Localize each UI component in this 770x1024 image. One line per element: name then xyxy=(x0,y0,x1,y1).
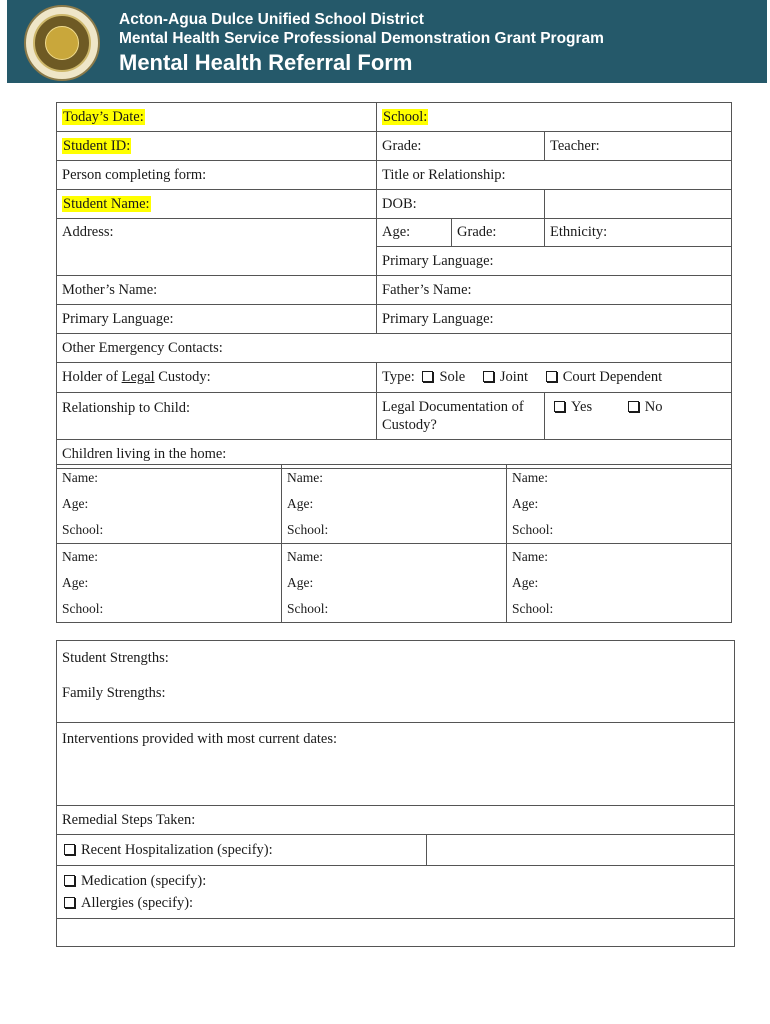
child-age-label: Age: xyxy=(287,496,314,511)
yes-checkbox-icon[interactable] xyxy=(554,401,565,412)
teacher-label: Teacher: xyxy=(550,137,600,154)
relationship-to-child-label: Relationship to Child: xyxy=(62,400,191,416)
title-relationship-label: Title or Relationship: xyxy=(382,166,506,183)
person-completing-label: Person completing form: xyxy=(62,166,207,183)
child-name-label: Name: xyxy=(62,549,98,564)
child-age-label: Age: xyxy=(512,575,539,590)
primary-language-label: Primary Language: xyxy=(382,252,494,269)
mother-primary-language-field[interactable] xyxy=(57,305,377,334)
child-school-label: School: xyxy=(287,601,329,616)
hospitalization-checkbox-icon[interactable] xyxy=(64,844,75,855)
student-id-label: Student ID: xyxy=(63,137,131,154)
seal-emblem-icon xyxy=(45,26,79,60)
student-strengths-label: Student Strengths: xyxy=(62,650,169,666)
child-3[interactable] xyxy=(507,465,732,544)
sole-checkbox-icon[interactable] xyxy=(422,371,433,382)
medication-allergies-field[interactable] xyxy=(57,866,735,919)
age-label: Age: xyxy=(382,224,411,240)
mother-primary-language-label: Primary Language: xyxy=(62,310,174,327)
medication-row xyxy=(62,870,734,892)
child-5[interactable] xyxy=(282,544,507,623)
student-name-field[interactable] xyxy=(57,190,377,219)
remedial-steps-field[interactable] xyxy=(57,806,735,835)
option-sole[interactable]: Sole xyxy=(418,369,465,386)
child-name-label: Name: xyxy=(512,470,548,485)
fathers-name-label: Father’s Name: xyxy=(382,281,472,298)
children-living-label: Children living in the home: xyxy=(62,445,227,462)
option-court-dependent[interactable]: Court Dependent xyxy=(542,369,662,386)
student-name-label: Student Name: xyxy=(63,195,150,212)
allergies-checkbox-icon[interactable] xyxy=(64,897,75,908)
seal-ring xyxy=(33,14,91,72)
child-school-label: School: xyxy=(62,601,104,616)
child-name-label: Name: xyxy=(512,549,548,564)
title-relationship-field[interactable] xyxy=(377,161,732,190)
legal-documentation-label: Legal Documentation of Custody? xyxy=(382,399,524,433)
medication-label: Medication (specify): xyxy=(81,873,207,889)
child-4[interactable] xyxy=(57,544,282,623)
district-name: Acton-Agua Dulce Unified School District xyxy=(119,11,424,28)
ethnicity-field[interactable] xyxy=(545,219,732,247)
grade2-label: Grade: xyxy=(457,224,497,240)
form-title: Mental Health Referral Form xyxy=(119,50,413,75)
legal-documentation-options xyxy=(545,393,732,440)
holder-custody-label: Holder of Legal Custody: xyxy=(62,369,211,385)
primary-language-field[interactable] xyxy=(377,247,732,276)
court-dependent-checkbox-icon[interactable] xyxy=(546,371,557,382)
emergency-contacts-label: Other Emergency Contacts: xyxy=(62,339,223,356)
option-no[interactable]: No xyxy=(624,399,663,416)
recent-hospitalization-field[interactable] xyxy=(57,835,427,866)
school-field[interactable] xyxy=(377,103,732,132)
joint-checkbox-icon[interactable] xyxy=(483,371,494,382)
emergency-contacts-field[interactable] xyxy=(57,334,732,363)
ethnicity-label: Ethnicity: xyxy=(550,224,608,240)
additional-notes-field[interactable] xyxy=(57,919,735,947)
student-id-field[interactable] xyxy=(57,132,377,161)
dob-field[interactable] xyxy=(377,190,545,219)
strengths-table xyxy=(56,640,735,947)
age-field[interactable] xyxy=(377,219,452,247)
child-age-label: Age: xyxy=(62,496,89,511)
dob-label: DOB: xyxy=(382,195,417,212)
child-name-label: Name: xyxy=(287,470,323,485)
child-name-label: Name: xyxy=(62,470,98,485)
custody-type-field xyxy=(377,363,732,393)
child-age-label: Age: xyxy=(512,496,539,511)
allergies-row xyxy=(62,892,734,914)
allergies-label: Allergies (specify): xyxy=(81,895,194,911)
remedial-steps-label: Remedial Steps Taken: xyxy=(62,811,196,828)
children-table xyxy=(56,464,732,623)
grade2-field[interactable] xyxy=(452,219,545,247)
option-yes[interactable]: Yes xyxy=(550,399,592,416)
family-strengths-label: Family Strengths: xyxy=(62,685,166,701)
header-banner xyxy=(7,0,767,83)
child-2[interactable] xyxy=(282,465,507,544)
custody-type-label: Type: xyxy=(382,369,415,385)
recent-hospitalization-specify[interactable] xyxy=(427,835,735,866)
child-age-label: Age: xyxy=(287,575,314,590)
child-name-label: Name: xyxy=(287,549,323,564)
child-1[interactable] xyxy=(57,465,282,544)
school-label: School: xyxy=(383,108,428,125)
child-age-label: Age: xyxy=(62,575,89,590)
mothers-name-field[interactable] xyxy=(57,276,377,305)
interventions-field[interactable] xyxy=(57,723,735,806)
referral-info-table xyxy=(56,102,732,469)
holder-custody-field[interactable] xyxy=(57,363,377,393)
relationship-to-child-field[interactable] xyxy=(57,393,377,440)
option-joint[interactable]: Joint xyxy=(479,369,528,386)
fathers-name-field[interactable] xyxy=(377,276,732,305)
medication-checkbox-icon[interactable] xyxy=(64,875,75,886)
todays-date-label: Today’s Date: xyxy=(63,108,144,125)
address-field[interactable] xyxy=(57,219,377,276)
child-school-label: School: xyxy=(287,522,329,537)
grade-label: Grade: xyxy=(382,137,422,154)
district-seal-logo xyxy=(24,5,100,81)
father-primary-language-field[interactable] xyxy=(377,305,732,334)
teacher-field[interactable] xyxy=(545,132,732,161)
father-primary-language-label: Primary Language: xyxy=(382,310,494,327)
mothers-name-label: Mother’s Name: xyxy=(62,281,158,298)
child-6[interactable] xyxy=(507,544,732,623)
legal-documentation-field xyxy=(377,393,545,440)
grade-field[interactable] xyxy=(377,132,545,161)
child-school-label: School: xyxy=(512,522,554,537)
child-school-label: School: xyxy=(512,601,554,616)
todays-date-field[interactable] xyxy=(57,103,377,132)
strengths-field[interactable] xyxy=(57,641,735,723)
recent-hospitalization-label: Recent Hospitalization (specify): xyxy=(81,841,273,858)
program-name: Mental Health Service Professional Demonstration Grant Program xyxy=(119,30,604,47)
person-completing-field[interactable] xyxy=(57,161,377,190)
child-school-label: School: xyxy=(62,522,104,537)
dob-extra-field[interactable] xyxy=(545,190,732,219)
address-label: Address: xyxy=(62,224,114,240)
interventions-label: Interventions provided with most current dates: xyxy=(62,731,338,747)
no-checkbox-icon[interactable] xyxy=(628,401,639,412)
